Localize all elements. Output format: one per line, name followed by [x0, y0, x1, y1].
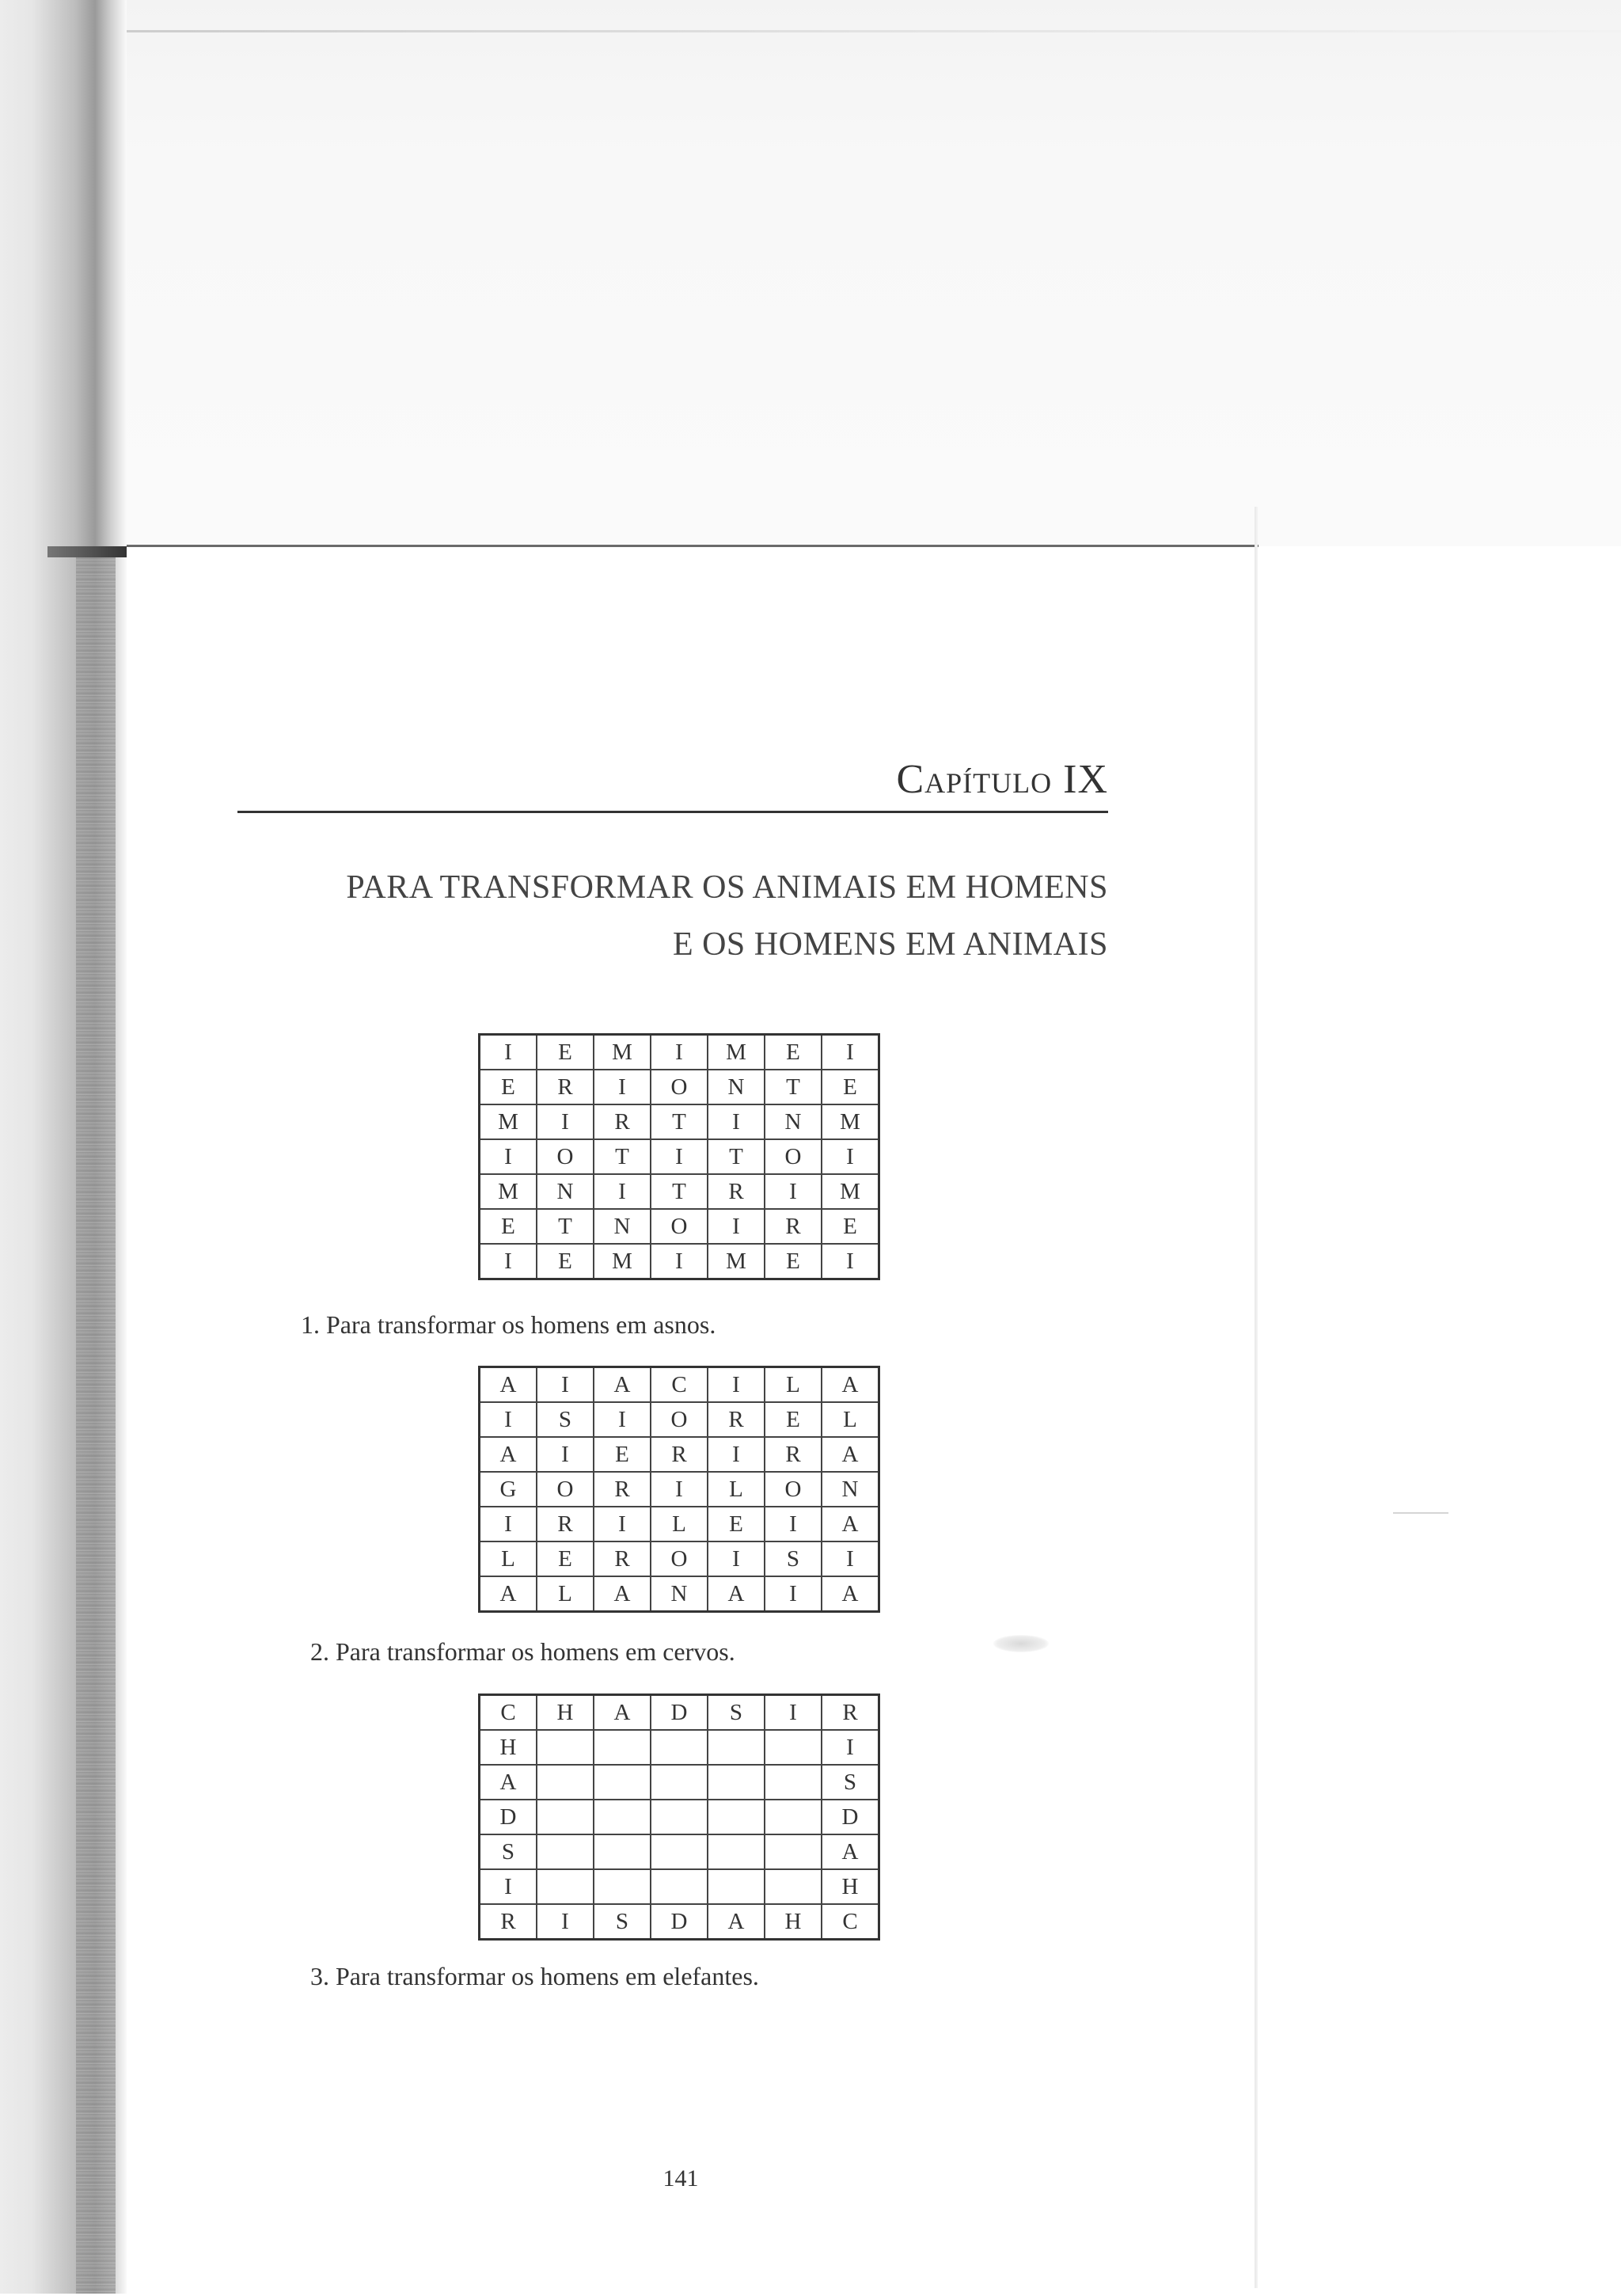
square-cell: O: [651, 1209, 708, 1244]
square-cell: D: [651, 1904, 708, 1940]
square-cell: C: [480, 1695, 537, 1731]
square-cell: I: [651, 1244, 708, 1279]
magic-square-asnos: [478, 1033, 880, 1280]
square-row: [480, 1402, 879, 1437]
square-cell: R: [708, 1174, 765, 1209]
square-row: [480, 1139, 879, 1174]
square-cell: N: [822, 1472, 879, 1507]
square-cell: D: [651, 1695, 708, 1731]
square-cell: E: [765, 1402, 822, 1437]
square-cell: I: [822, 1035, 879, 1070]
square-cell: E: [480, 1209, 537, 1244]
square-cell: O: [537, 1472, 594, 1507]
square-cell: R: [480, 1904, 537, 1940]
square-row: [480, 1104, 879, 1139]
square-row: [480, 1437, 879, 1472]
magic-square-elefantes: [478, 1693, 880, 1941]
square-cell: A: [822, 1576, 879, 1612]
square-cell: I: [822, 1244, 879, 1279]
section-title: [237, 859, 1108, 973]
square-cell: H: [765, 1904, 822, 1940]
square-cell: I: [822, 1139, 879, 1174]
square-cell: E: [822, 1070, 879, 1104]
square-cell: A: [594, 1695, 651, 1731]
magic-square-cervos: [478, 1366, 880, 1613]
square-cell: I: [537, 1904, 594, 1940]
square-cell: I: [651, 1139, 708, 1174]
square-cell: N: [594, 1209, 651, 1244]
square-cell: G: [480, 1472, 537, 1507]
square-cell: [651, 1730, 708, 1765]
square-cell: A: [480, 1576, 537, 1612]
square-cell: L: [480, 1541, 537, 1576]
square-cell: R: [765, 1209, 822, 1244]
square-row: [480, 1174, 879, 1209]
square-cell: E: [594, 1437, 651, 1472]
page-edge: [1255, 507, 1258, 2288]
square-cell: N: [765, 1104, 822, 1139]
square-cell: R: [765, 1437, 822, 1472]
square-cell: E: [708, 1507, 765, 1541]
square-cell: O: [537, 1139, 594, 1174]
square-cell: M: [708, 1035, 765, 1070]
square-cell: R: [594, 1104, 651, 1139]
caption-asnos: 1. Para transformar os homens em asnos.: [301, 1310, 716, 1339]
square-cell: I: [480, 1035, 537, 1070]
square-cell: R: [537, 1507, 594, 1541]
square-row: [480, 1576, 879, 1612]
square-cell: H: [537, 1695, 594, 1731]
square-cell: H: [480, 1730, 537, 1765]
square-cell: I: [651, 1035, 708, 1070]
square-cell: M: [480, 1174, 537, 1209]
square-cell: M: [822, 1174, 879, 1209]
square-cell: E: [537, 1541, 594, 1576]
square-cell: I: [822, 1730, 879, 1765]
square-row: [480, 1904, 879, 1940]
scan-smudge: [993, 1635, 1049, 1652]
section-title-line-2: E OS HOMENS EM ANIMAIS: [672, 926, 1108, 963]
square-cell: I: [594, 1402, 651, 1437]
square-row: [480, 1472, 879, 1507]
square-row: [480, 1869, 879, 1904]
square-row: [480, 1070, 879, 1104]
square-cell: I: [765, 1576, 822, 1612]
square-cell: A: [594, 1576, 651, 1612]
square-cell: S: [765, 1541, 822, 1576]
square-cell: [651, 1800, 708, 1834]
scan-mark: [1393, 1512, 1448, 1514]
chapter-title: Capítulo IX: [896, 757, 1108, 802]
square-row: [480, 1035, 879, 1070]
square-cell: R: [708, 1402, 765, 1437]
square-cell: T: [765, 1070, 822, 1104]
square-cell: O: [765, 1139, 822, 1174]
square-cell: I: [594, 1174, 651, 1209]
square-row: [480, 1730, 879, 1765]
page-corner-shadow: [47, 546, 127, 557]
square-cell: I: [480, 1402, 537, 1437]
square-cell: M: [594, 1244, 651, 1279]
square-cell: [537, 1834, 594, 1869]
square-cell: I: [765, 1695, 822, 1731]
square-row: [480, 1765, 879, 1800]
square-row: [480, 1695, 879, 1731]
square-cell: E: [765, 1244, 822, 1279]
square-cell: L: [651, 1507, 708, 1541]
square-row: [480, 1541, 879, 1576]
square-cell: I: [708, 1367, 765, 1403]
square-cell: I: [480, 1139, 537, 1174]
square-cell: A: [594, 1367, 651, 1403]
square-cell: I: [765, 1507, 822, 1541]
square-cell: T: [537, 1209, 594, 1244]
square-cell: S: [708, 1695, 765, 1731]
square-cell: [537, 1869, 594, 1904]
square-cell: A: [822, 1367, 879, 1403]
square-cell: R: [537, 1070, 594, 1104]
square-cell: [537, 1765, 594, 1800]
square-cell: A: [480, 1765, 537, 1800]
square-row: [480, 1507, 879, 1541]
scan-edge-line: [0, 30, 1621, 32]
square-cell: M: [480, 1104, 537, 1139]
square-cell: L: [537, 1576, 594, 1612]
square-cell: I: [708, 1541, 765, 1576]
square-cell: [651, 1765, 708, 1800]
square-cell: [708, 1834, 765, 1869]
square-cell: S: [822, 1765, 879, 1800]
square-cell: [765, 1834, 822, 1869]
square-cell: L: [822, 1402, 879, 1437]
square-cell: I: [651, 1472, 708, 1507]
square-cell: [765, 1869, 822, 1904]
square-cell: [708, 1800, 765, 1834]
square-cell: I: [822, 1541, 879, 1576]
square-cell: [651, 1869, 708, 1904]
square-cell: [537, 1730, 594, 1765]
square-cell: D: [822, 1800, 879, 1834]
square-cell: M: [822, 1104, 879, 1139]
square-cell: S: [480, 1834, 537, 1869]
chapter-rule: [237, 811, 1108, 813]
square-cell: M: [708, 1244, 765, 1279]
square-cell: A: [822, 1834, 879, 1869]
square-cell: E: [480, 1070, 537, 1104]
square-row: [480, 1800, 879, 1834]
square-cell: I: [480, 1507, 537, 1541]
square-cell: L: [765, 1367, 822, 1403]
square-cell: I: [594, 1070, 651, 1104]
square-cell: I: [537, 1437, 594, 1472]
square-cell: [594, 1869, 651, 1904]
square-cell: S: [537, 1402, 594, 1437]
square-cell: [765, 1730, 822, 1765]
square-cell: I: [480, 1244, 537, 1279]
square-cell: A: [822, 1507, 879, 1541]
square-cell: [708, 1730, 765, 1765]
square-cell: R: [822, 1695, 879, 1731]
square-cell: [765, 1765, 822, 1800]
caption-elefantes: 3. Para transformar os homens em elefantes.: [310, 1962, 759, 1990]
square-row: [480, 1244, 879, 1279]
square-row: [480, 1367, 879, 1403]
square-cell: A: [480, 1367, 537, 1403]
square-cell: O: [651, 1070, 708, 1104]
square-cell: [708, 1765, 765, 1800]
square-cell: I: [708, 1104, 765, 1139]
square-cell: I: [480, 1869, 537, 1904]
square-cell: R: [651, 1437, 708, 1472]
book-gutter-binding: [76, 546, 116, 2294]
square-cell: T: [708, 1139, 765, 1174]
square-cell: T: [594, 1139, 651, 1174]
square-cell: O: [651, 1541, 708, 1576]
square-cell: M: [594, 1035, 651, 1070]
square-cell: E: [537, 1244, 594, 1279]
section-title-line-1: PARA TRANSFORMAR OS ANIMAIS EM HOMENS: [346, 869, 1108, 906]
square-cell: [537, 1800, 594, 1834]
square-cell: E: [765, 1035, 822, 1070]
square-cell: A: [708, 1576, 765, 1612]
square-cell: N: [537, 1174, 594, 1209]
square-cell: A: [708, 1904, 765, 1940]
square-cell: [765, 1800, 822, 1834]
square-cell: L: [708, 1472, 765, 1507]
square-cell: A: [480, 1437, 537, 1472]
square-cell: [708, 1869, 765, 1904]
square-cell: H: [822, 1869, 879, 1904]
square-row: [480, 1209, 879, 1244]
square-cell: R: [594, 1472, 651, 1507]
square-row: [480, 1834, 879, 1869]
square-cell: O: [765, 1472, 822, 1507]
square-cell: I: [537, 1104, 594, 1139]
square-cell: O: [651, 1402, 708, 1437]
page-number: 141: [662, 2165, 699, 2191]
square-cell: R: [594, 1541, 651, 1576]
square-cell: I: [708, 1209, 765, 1244]
square-cell: [594, 1730, 651, 1765]
square-cell: D: [480, 1800, 537, 1834]
square-cell: N: [651, 1576, 708, 1612]
square-cell: E: [822, 1209, 879, 1244]
square-cell: [594, 1834, 651, 1869]
square-cell: I: [708, 1437, 765, 1472]
caption-cervos: 2. Para transformar os homens em cervos.: [310, 1637, 735, 1666]
square-cell: N: [708, 1070, 765, 1104]
square-cell: [594, 1800, 651, 1834]
square-cell: S: [594, 1904, 651, 1940]
square-cell: I: [594, 1507, 651, 1541]
square-cell: T: [651, 1174, 708, 1209]
square-cell: A: [822, 1437, 879, 1472]
square-cell: I: [537, 1367, 594, 1403]
square-cell: E: [537, 1035, 594, 1070]
scan-background: [0, 0, 1621, 546]
square-cell: I: [765, 1174, 822, 1209]
square-cell: C: [651, 1367, 708, 1403]
square-cell: C: [822, 1904, 879, 1940]
square-cell: [651, 1834, 708, 1869]
square-cell: [594, 1765, 651, 1800]
square-cell: T: [651, 1104, 708, 1139]
